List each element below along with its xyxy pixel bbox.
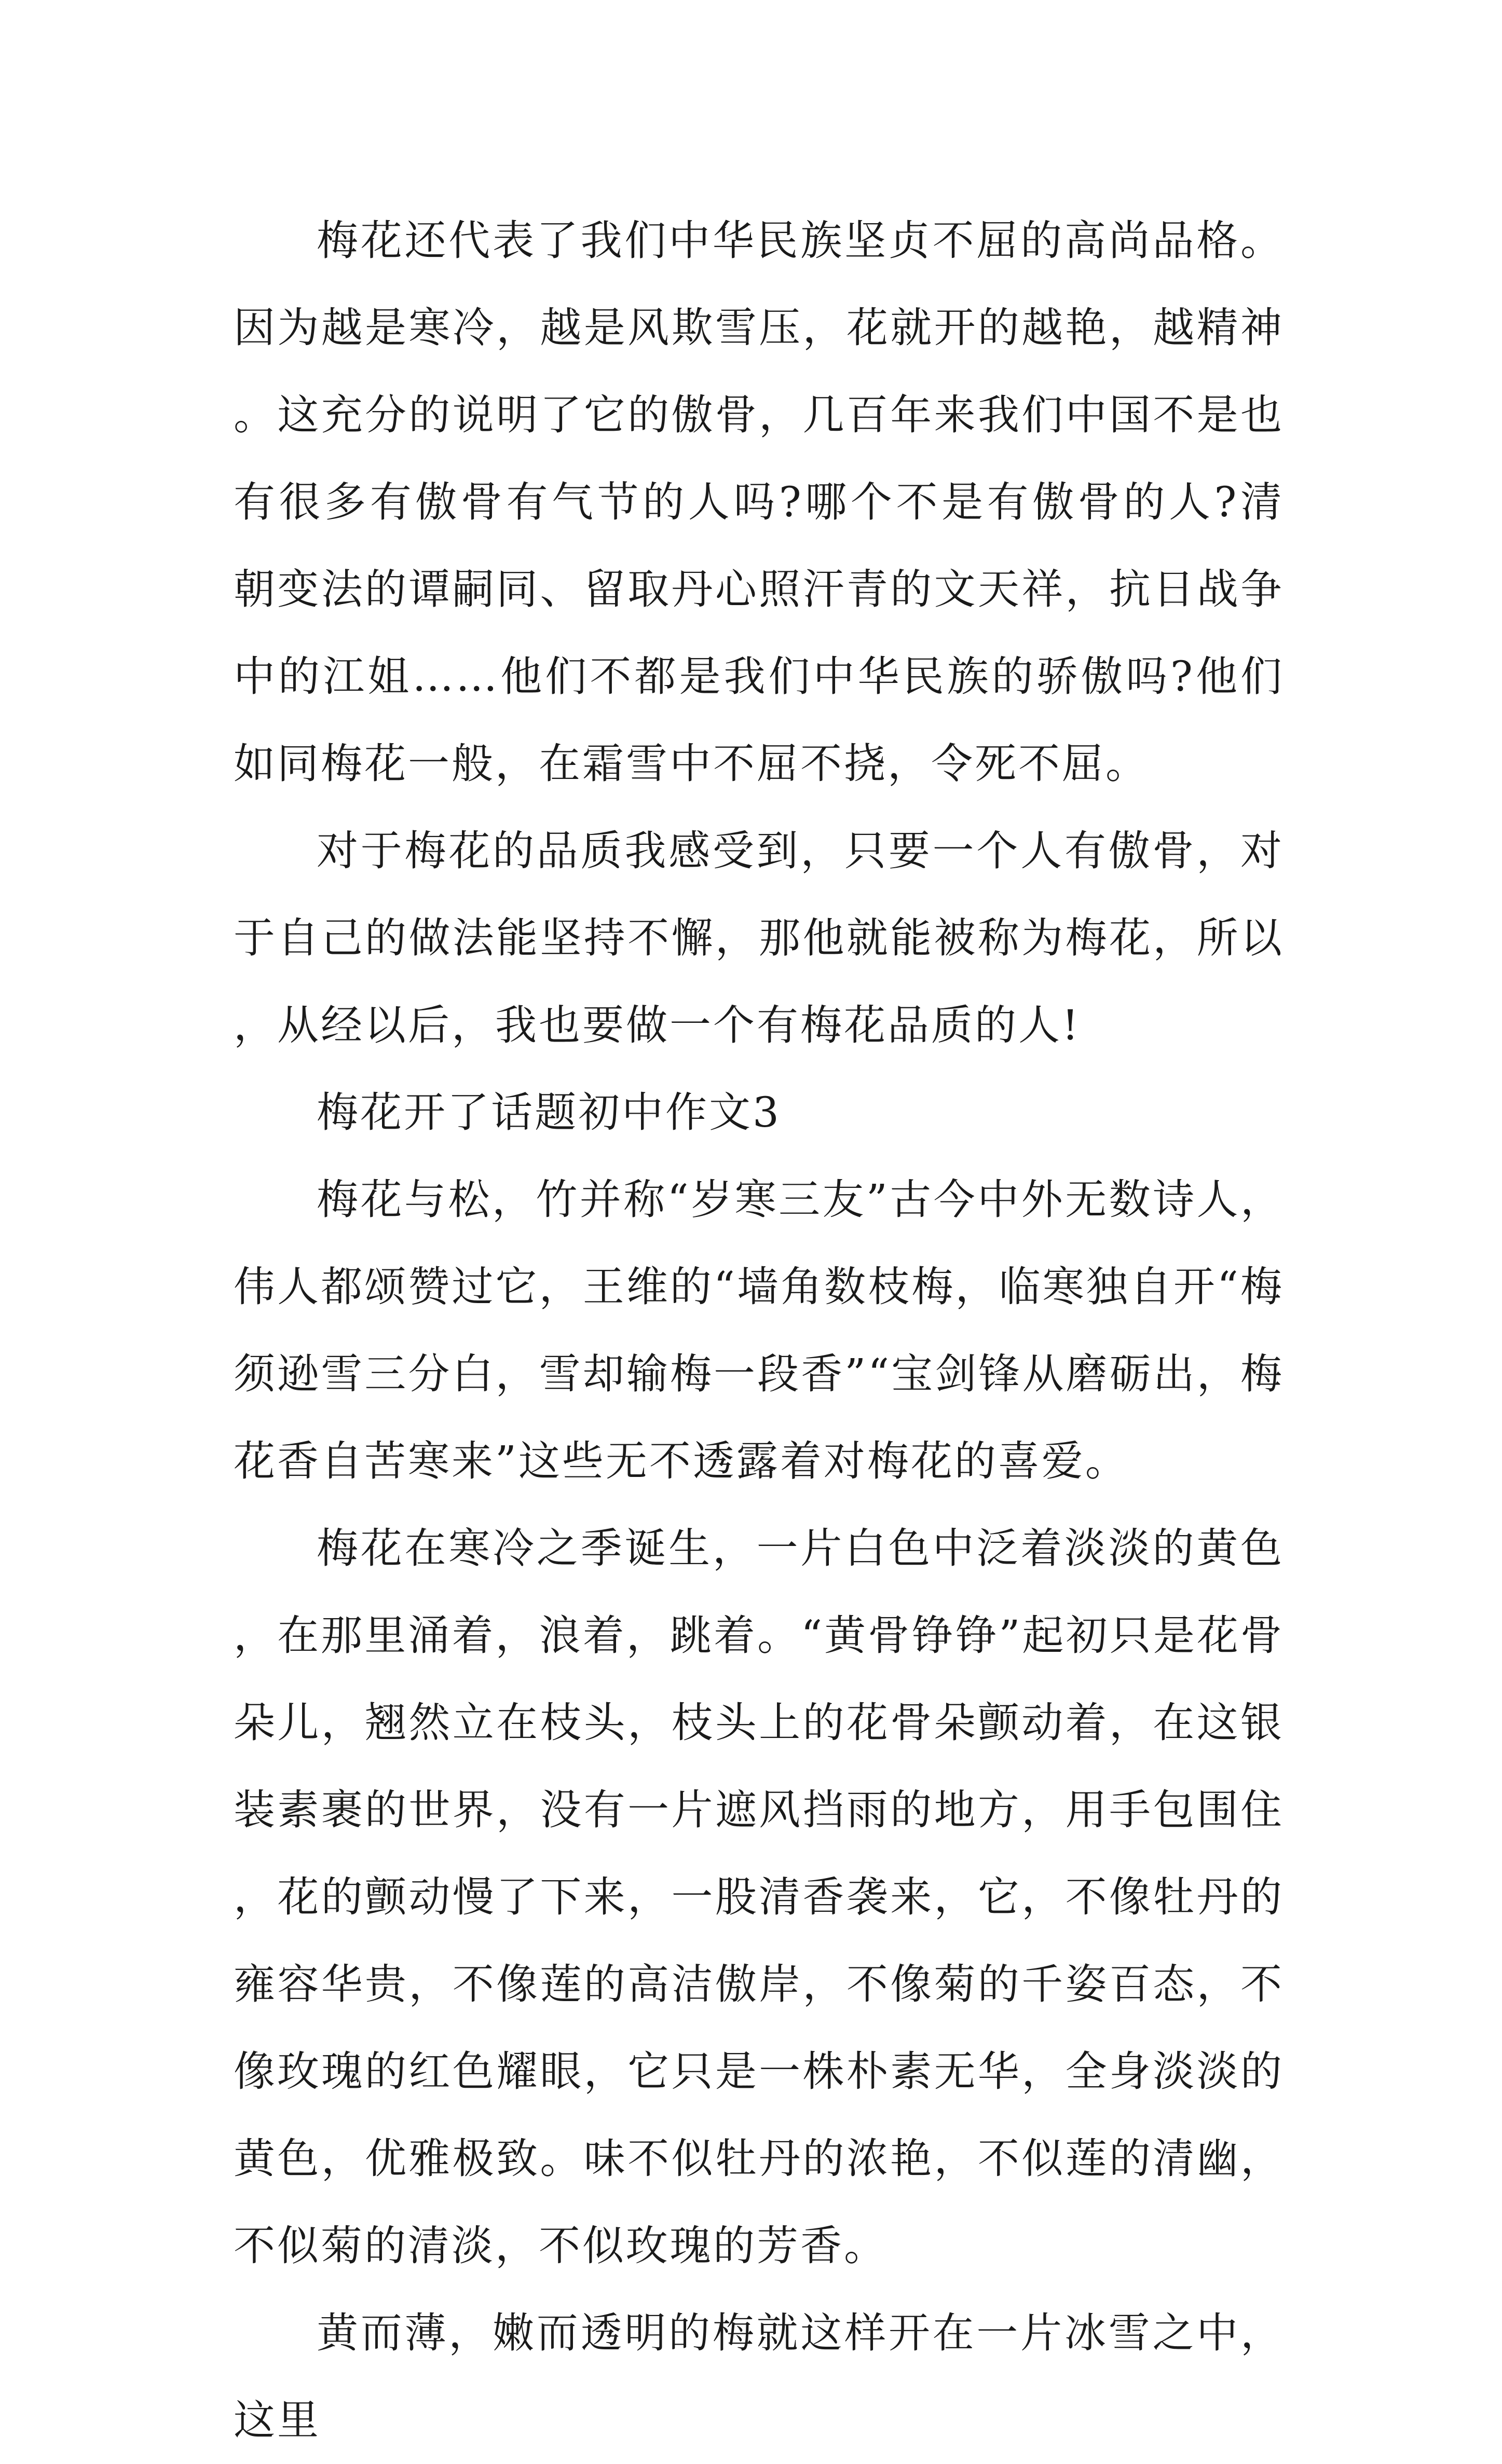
section-heading: 梅花开了话题初中作文3 xyxy=(317,1088,781,1137)
paragraph-3: 梅花与松，竹并称“岁寒三友”古今中外无数诗人，伟人都颂赞过它，王维的“墙角数枝梅，临寒独自开“梅须逊雪三分白，雪却输梅一段香”“宝剑锋从磨砺出，梅花香自苦寒来”这些无不透露着对梅花的喜爱。 xyxy=(234,1175,1284,1485)
paragraph-1: 梅花还代表了我们中华民族坚贞不屈的高尚品格。因为越是寒冷，越是风欺雪压，花就开的越艳，越精神。这充分的说明了它的傲骨，几百年来我们中国不是也有很多有傲骨有气节的人吗?哪个不是有傲骨的人?清朝变法的谭嗣同、留取丹心照汗青的文天祥，抗日战争中的江姐……他们不都是我们中华民族的骄傲吗?他们如同梅花一般，在霜雪中不屈不挠，令死不屈。 xyxy=(234,216,1284,788)
paragraph-5: 黄而薄，嫩而透明的梅就这样开在一片冰雪之中，这里 xyxy=(234,2309,1284,2444)
paragraph-4: 梅花在寒冷之季诞生，一片白色中泛着淡淡的黄色，在那里涌着，浪着，跳着。“黄骨铮铮”起初只是花骨朵儿，翘然立在枝头，枝头上的花骨朵颤动着，在这银装素裹的世界，没有一片遮风挡雨的地方，用手包围住，花的颤动慢了下来，一股清香袭来，它，不像牡丹的雍容华贵，不像莲的高洁傲岸，不像菊的千姿百态，不像玫瑰的红色耀眼，它只是一株朴素无华，全身淡淡的黄色，优雅极致。味不似牡丹的浓艳，不似莲的清幽，不似菊的清淡，不似玫瑰的芳香。 xyxy=(234,1524,1284,2270)
paragraph-2: 对于梅花的品质我感受到，只要一个人有傲骨，对于自己的做法能坚持不懈，那他就能被称为梅花，所以，从经以后，我也要做一个有梅花品质的人! xyxy=(234,827,1284,1049)
